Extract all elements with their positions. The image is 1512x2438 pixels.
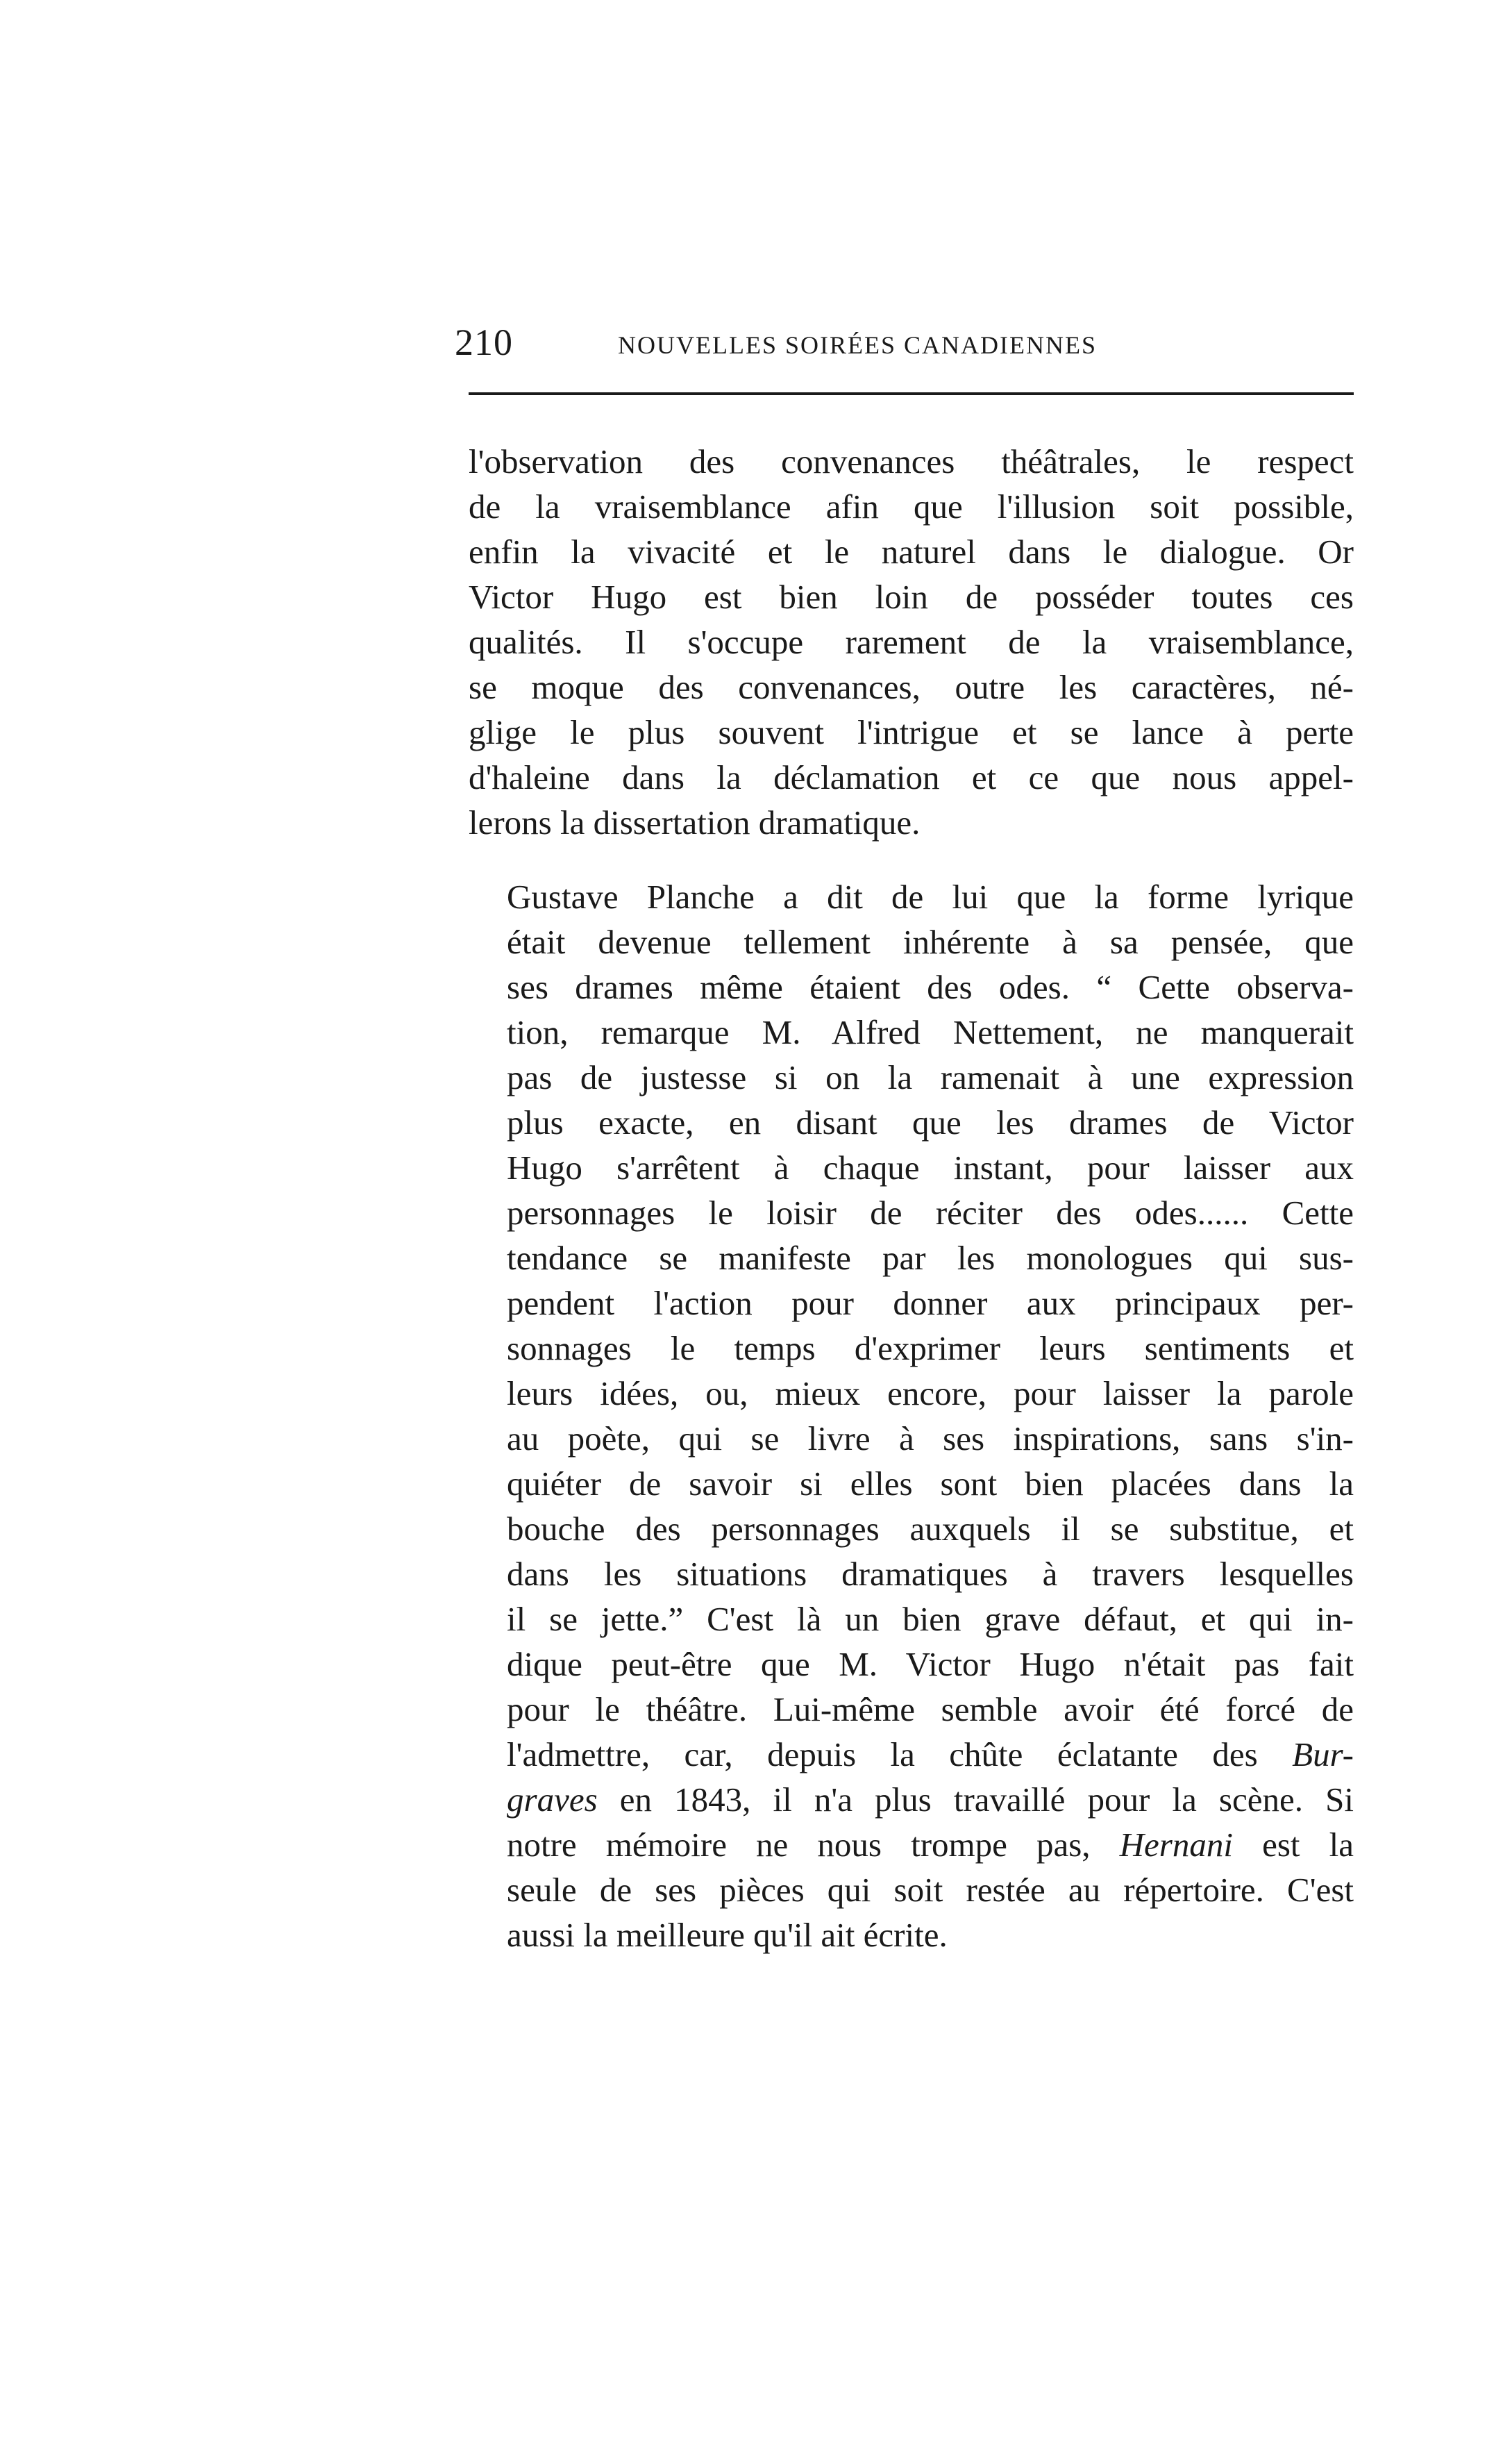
text-line: dans les situations dramatiques à travers lesquelles	[507, 1555, 1354, 1593]
running-head	[455, 316, 1354, 371]
text-line: ses drames même étaient des odes. “ Cette observa-	[507, 968, 1354, 1006]
text-line: était devenue tellement inhérente à sa pensée, que	[507, 923, 1354, 961]
text-line: leurs idées, ou, mieux encore, pour laisser la parole	[507, 1374, 1354, 1412]
text-segment: l'admettre, car, depuis la chûte éclatante des	[507, 1735, 1258, 1773]
text-line: d'haleine dans la déclamation et ce que nous appel-	[469, 758, 1354, 796]
text-line: Hugo s'arrêtent à chaque instant, pour laisser aux	[507, 1149, 1354, 1187]
text-line: tion, remarque M. Alfred Nettement, ne manquerait	[507, 1013, 1354, 1051]
text-segment: est la	[1233, 1826, 1354, 1864]
text-line: lerons la dissertation dramatique.	[469, 803, 921, 842]
text-line-with-italic	[469, 1777, 1354, 1822]
page-number: 210	[455, 322, 513, 363]
text-line: quiéter de savoir si elles sont bien placées dans la	[507, 1464, 1354, 1503]
text-segment: en 1843, il n'a plus travaillé pour la scène. Si	[597, 1780, 1354, 1819]
italic-title-burgraves: Bur-	[1292, 1735, 1354, 1773]
text-line: plus exacte, en disant que les drames de Victor	[507, 1103, 1354, 1142]
paragraph-1	[469, 439, 1354, 845]
text-line: Victor Hugo est bien loin de posséder toutes ces	[469, 578, 1354, 616]
text-line: de la vraisemblance afin que l'illusion soit possible,	[469, 487, 1354, 526]
text-line: qualités. Il s'occupe rarement de la vraisemblance,	[469, 623, 1354, 661]
text-line: se moque des convenances, outre les caractères, né-	[469, 668, 1354, 706]
running-title: NOUVELLES SOIRÉES CANADIENNES	[618, 331, 1097, 359]
text-line: tendance se manifeste par les monologues qui sus-	[507, 1239, 1354, 1277]
text-line: pendent l'action pour donner aux principaux per-	[507, 1284, 1354, 1322]
text-line: il se jette.” C'est là un bien grave défaut, et qui in-	[507, 1600, 1354, 1638]
italic-title-hernani: Hernani	[1119, 1826, 1233, 1864]
text-line: l'observation des convenances théâtrales, le respect	[469, 442, 1354, 481]
text-line: aussi la meilleure qu'il ait écrite.	[507, 1916, 948, 1954]
text-line: enfin la vivacité et le naturel dans le dialogue. Or	[469, 533, 1354, 571]
paragraph-2	[469, 874, 1354, 1957]
text-line: bouche des personnages auxquels il se substitue, et	[507, 1510, 1354, 1548]
text-line: glige le plus souvent l'intrigue et se lance à perte	[469, 713, 1354, 751]
text-line: pas de justesse si on la ramenait à une expression	[507, 1058, 1354, 1096]
text-line: personnages le loisir de réciter des odes...... Cette	[507, 1194, 1354, 1232]
text-line: Gustave Planche a dit de lui que la forme lyrique	[507, 878, 1354, 916]
text-line: seule de ses pièces qui soit restée au répertoire. C'est	[507, 1871, 1354, 1909]
text-line: au poète, qui se livre à ses inspirations, sans s'in-	[507, 1419, 1354, 1458]
text-line-with-italic	[469, 1822, 1354, 1867]
text-line: dique peut-être que M. Victor Hugo n'était pas fait	[507, 1645, 1354, 1683]
text-segment: notre mémoire ne nous trompe pas,	[507, 1826, 1120, 1864]
italic-title-burgraves: graves	[507, 1780, 598, 1819]
text-line: sonnages le temps d'exprimer leurs sentiments et	[507, 1329, 1354, 1367]
body-text	[469, 439, 1354, 1957]
text-line-with-italic	[469, 1732, 1354, 1777]
header-rule	[469, 392, 1354, 395]
text-line: pour le théâtre. Lui-même semble avoir été forcé de	[507, 1690, 1354, 1728]
